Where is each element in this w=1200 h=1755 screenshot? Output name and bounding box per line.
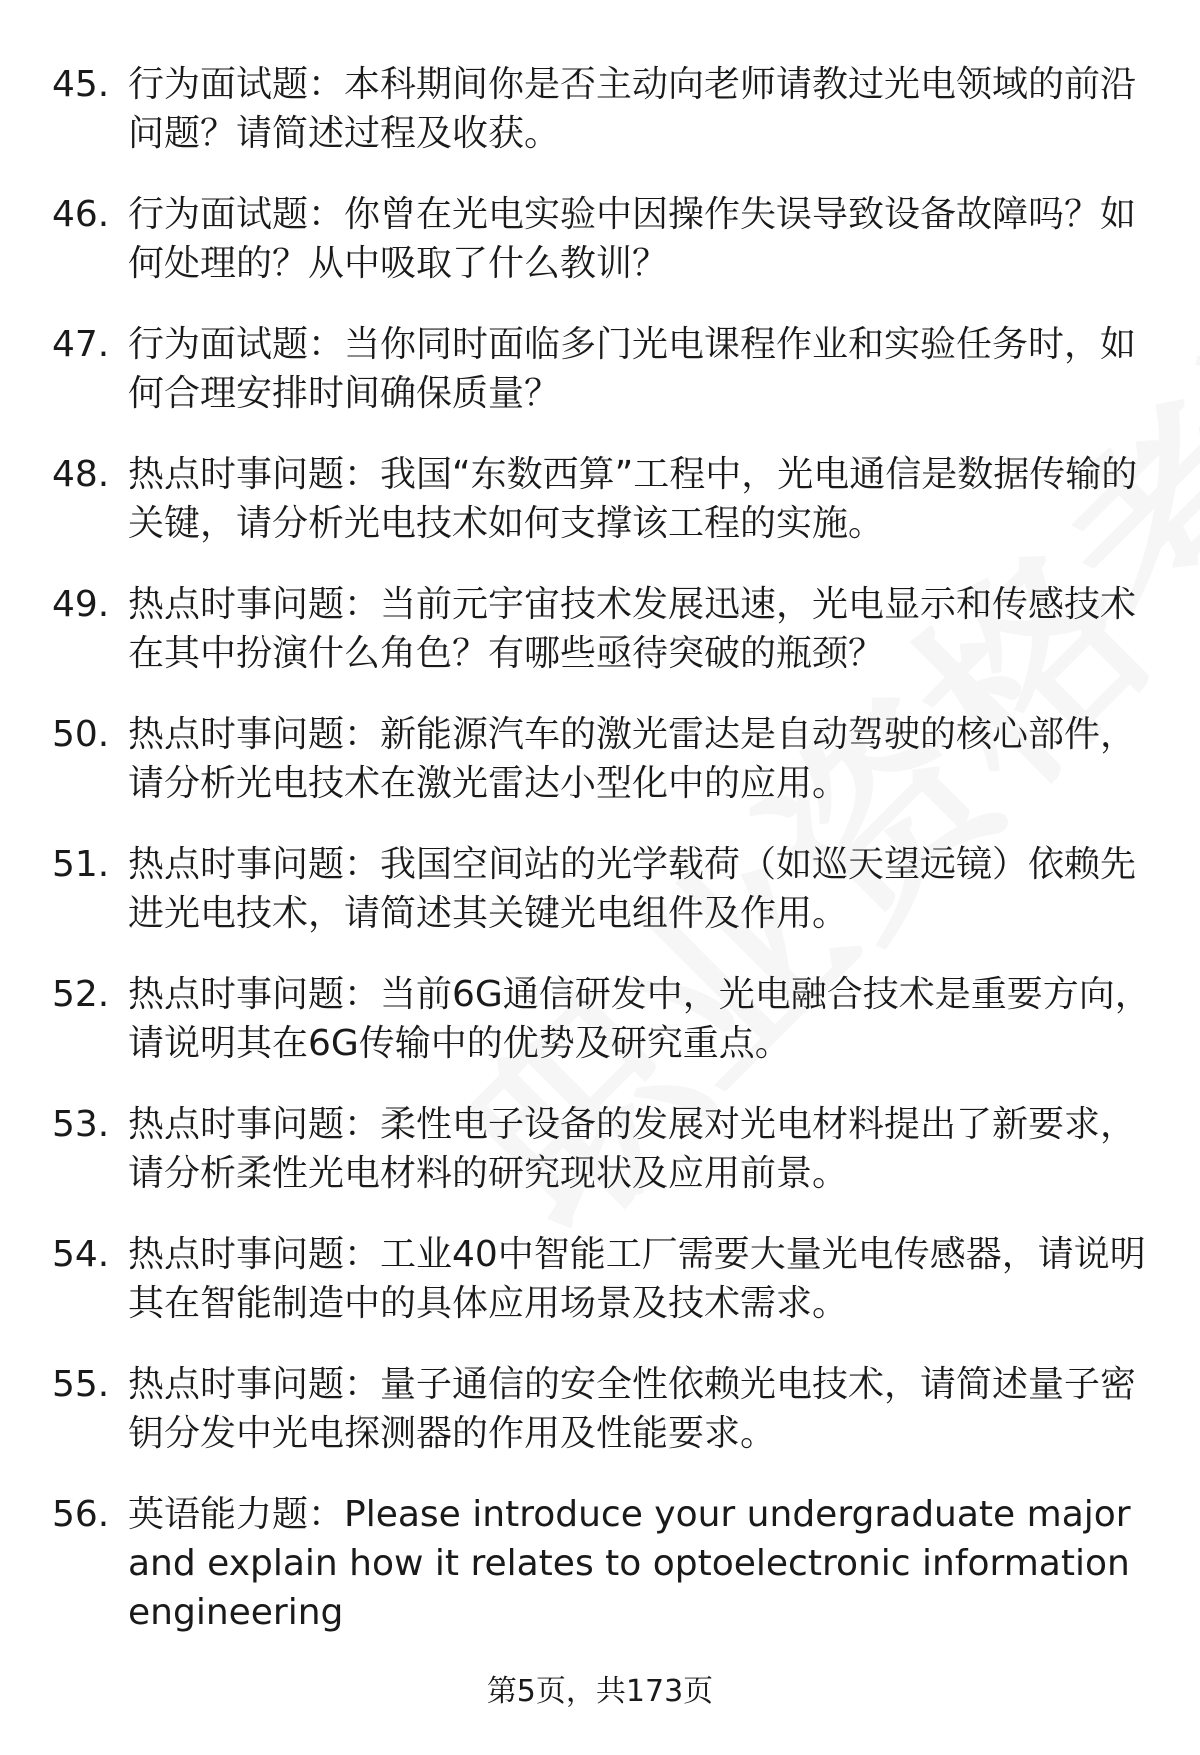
question-item [52,1490,1152,1637]
question-text: 行为面试题：当你同时面临多门光电课程作业和实验任务时，如何合理安排时间确保质量？ [128,324,1137,414]
page-footer [0,1672,1200,1712]
page-number-label: 第5页，共173页 [486,1674,714,1709]
question-item [52,970,1152,1068]
question-number: 56. [52,1494,110,1535]
question-text: 热点时事问题：我国“东数西算”工程中，光电通信是数据传输的关键，请分析光电技术如何支撑该工程的实施。 [128,454,1138,544]
question-text: 英语能力题：Please introduce your undergraduate major and explain how it relates to optoelectronic information engineering [128,1494,1131,1633]
question-text: 热点时事问题：当前6G通信研发中，光电融合技术是重要方向，请说明其在6G传输中的优势及研究重点。 [128,974,1151,1064]
question-item [52,1360,1152,1458]
question-item [52,840,1152,938]
question-item [52,710,1152,808]
question-text: 行为面试题：你曾在光电实验中因操作失误导致设备故障吗？如何处理的？从中吸取了什么教训？ [128,194,1137,284]
question-number: 55. [52,1364,110,1405]
question-list [52,60,1152,1669]
question-text: 热点时事问题：新能源汽车的激光雷达是自动驾驶的核心部件，请分析光电技术在激光雷达小型化中的应用。 [128,714,1137,804]
question-text: 热点时事问题：当前元宇宙技术发展迅速，光电显示和传感技术在其中扮演什么角色？有哪些亟待突破的瓶颈？ [128,584,1137,674]
question-number: 49. [52,584,110,625]
question-text: 行为面试题：本科期间你是否主动向老师请教过光电领域的前沿问题？请简述过程及收获。 [128,64,1137,154]
question-number: 47. [52,324,110,365]
question-number: 45. [52,64,110,105]
question-item [52,1100,1152,1198]
question-text: 热点时事问题：量子通信的安全性依赖光电技术，请简述量子密钥分发中光电探测器的作用及性能要求。 [128,1364,1137,1454]
question-item [52,580,1152,678]
question-item [52,1230,1152,1328]
question-number: 50. [52,714,110,755]
question-item [52,320,1152,418]
question-number: 54. [52,1234,110,1275]
question-item [52,60,1152,158]
question-text: 热点时事问题：我国空间站的光学载荷（如巡天望远镜）依赖先进光电技术，请简述其关键光电组件及作用。 [128,844,1137,934]
question-number: 51. [52,844,110,885]
question-item [52,450,1152,548]
question-text: 热点时事问题：工业40中智能工厂需要大量光电传感器，请说明其在智能制造中的具体应用场景及技术需求。 [128,1234,1146,1324]
question-number: 53. [52,1104,110,1145]
question-text: 热点时事问题：柔性电子设备的发展对光电材料提出了新要求，请分析柔性光电材料的研究现状及应用前景。 [128,1104,1137,1194]
question-number: 48. [52,454,110,495]
question-number: 52. [52,974,110,1015]
question-item [52,190,1152,288]
question-number: 46. [52,194,110,235]
